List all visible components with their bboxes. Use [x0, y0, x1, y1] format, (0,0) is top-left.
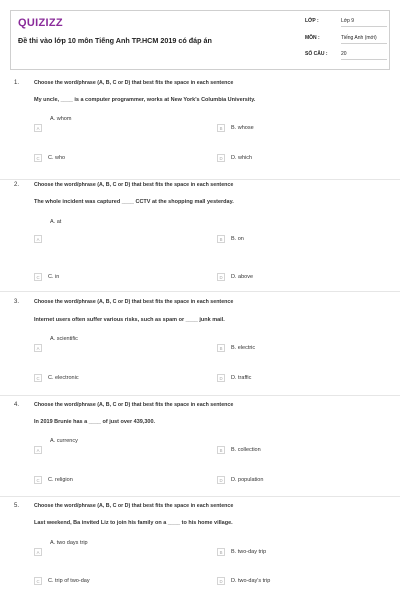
- question-instruction: Choose the word/phrase (A, B, C or D) that best fits the space in each sentence: [34, 503, 234, 509]
- option-letter: C: [34, 476, 42, 484]
- question-number: 3.: [14, 299, 20, 305]
- worksheet-title: Đề thi vào lớp 10 môn Tiếng Anh TP.HCM 2019 có đáp án: [18, 36, 212, 45]
- meta-key: LỚP :: [305, 18, 319, 24]
- option-letter: A: [34, 124, 42, 132]
- divider: [0, 395, 400, 396]
- option-text: B. electric: [231, 345, 256, 351]
- option-letter: C: [34, 577, 42, 585]
- option-text: C. religion: [48, 477, 73, 483]
- quizizz-logo: QUIZIZZ: [18, 17, 63, 29]
- question-instruction: Choose the word/phrase (A, B, C or D) that best fits the space in each sentence: [34, 299, 234, 305]
- question-instruction: Choose the word/phrase (A, B, C or D) that best fits the space in each sentence: [34, 402, 234, 408]
- option-text: B. whose: [231, 125, 254, 131]
- option-letter: B: [217, 548, 225, 556]
- option-a-text: A. two days trip: [50, 540, 88, 546]
- option-text: B. on: [231, 236, 244, 242]
- option-letter: B: [217, 446, 225, 454]
- option-letter: A: [34, 548, 42, 556]
- option-a-text: A. scientific: [50, 336, 78, 342]
- option-letter: C: [34, 154, 42, 162]
- option-a-text: A. at: [50, 219, 62, 225]
- option-letter: D: [217, 476, 225, 484]
- option-letter: A: [34, 446, 42, 454]
- option-a-text: A. currency: [50, 438, 78, 444]
- option-letter: D: [217, 577, 225, 585]
- question-sentence: Last weekend, Ba invited Liz to join his family on a ____ to his home village.: [34, 520, 233, 526]
- question-number: 1.: [14, 80, 20, 86]
- option-letter: A: [34, 235, 42, 243]
- meta-value: Tiếng Anh (mới): [341, 35, 387, 44]
- meta-value: Lớp 9: [341, 18, 387, 27]
- option-text: D. traffic: [231, 375, 252, 381]
- option-letter: D: [217, 154, 225, 162]
- option-a-text: A. whom: [50, 116, 72, 122]
- option-text: D. two-day's trip: [231, 578, 271, 584]
- divider: [0, 496, 400, 497]
- question-instruction: Choose the word/phrase (A, B, C or D) that best fits the space in each sentence: [34, 80, 234, 86]
- option-text: C. electronic: [48, 375, 79, 381]
- worksheet-meta: [305, 11, 391, 71]
- option-letter: B: [217, 124, 225, 132]
- meta-key: MÔN :: [305, 35, 320, 41]
- option-text: B. collection: [231, 447, 261, 453]
- option-text: C. trip of two-day: [48, 578, 90, 584]
- option-letter: A: [34, 344, 42, 352]
- option-letter: C: [34, 273, 42, 281]
- option-letter: D: [217, 374, 225, 382]
- divider: [0, 291, 400, 292]
- question-sentence: In 2019 Brunie has a ____ of just over 439,300.: [34, 419, 156, 425]
- option-text: C. in: [48, 274, 60, 280]
- worksheet-header: [10, 10, 390, 70]
- option-text: C. who: [48, 155, 66, 161]
- option-text: D. above: [231, 274, 254, 280]
- question-number: 5.: [14, 503, 20, 509]
- option-letter: D: [217, 273, 225, 281]
- meta-value: 20: [341, 51, 387, 60]
- divider: [0, 179, 400, 180]
- option-text: B. two-day trip: [231, 549, 267, 555]
- option-text: D. which: [231, 155, 253, 161]
- question-number: 2.: [14, 182, 20, 188]
- option-letter: C: [34, 374, 42, 382]
- option-text: D. population: [231, 477, 264, 483]
- question-sentence: The whole incident was captured ____ CCTV at the shopping mall yesterday.: [34, 199, 234, 205]
- question-sentence: My uncle, ____ is a computer programmer, works at New York's Columbia University.: [34, 97, 256, 103]
- option-letter: B: [217, 344, 225, 352]
- question-sentence: Internet users often suffer various risks, such as spam or ____ junk mail.: [34, 317, 225, 323]
- question-number: 4.: [14, 402, 20, 408]
- question-instruction: Choose the word/phrase (A, B, C or D) that best fits the space in each sentence: [34, 182, 234, 188]
- meta-key: SỐ CÂU :: [305, 51, 328, 57]
- option-letter: B: [217, 235, 225, 243]
